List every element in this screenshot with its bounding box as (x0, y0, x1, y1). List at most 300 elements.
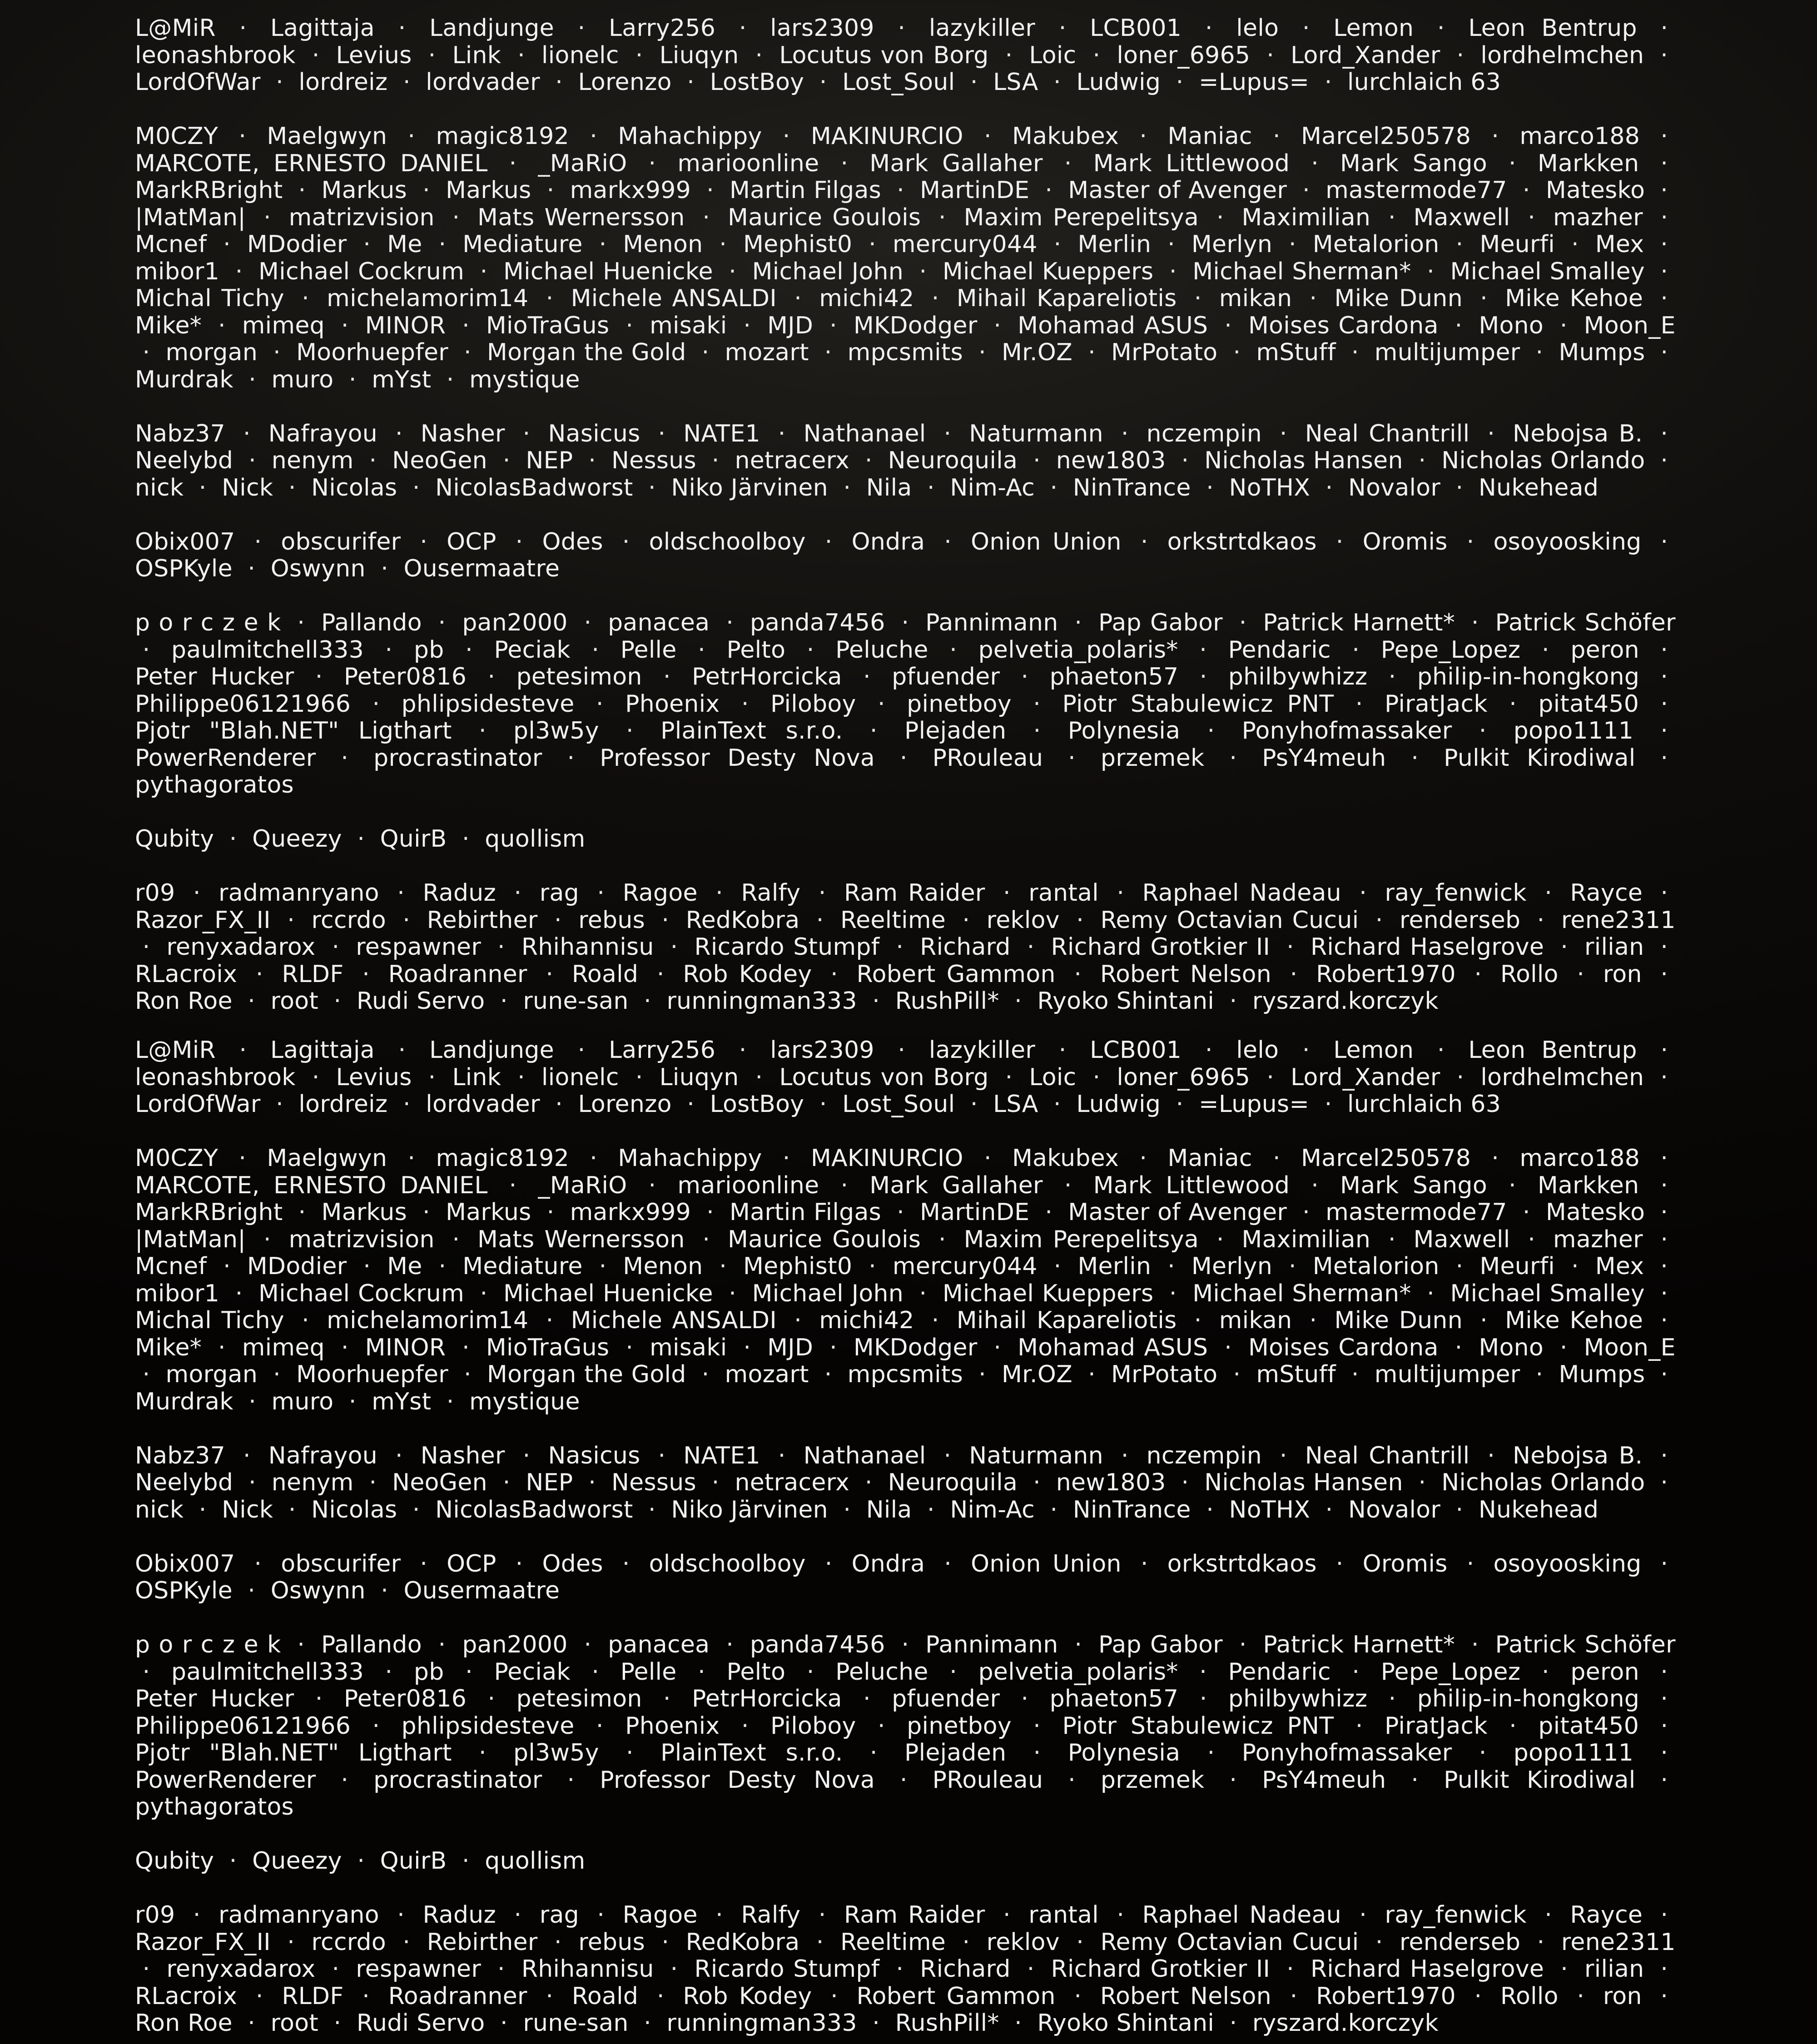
separator-dot: · (509, 149, 517, 177)
contributor-name: |MatMan| (135, 203, 246, 231)
contributor-name: Morgan the Gold (487, 339, 686, 366)
separator-dot: · (962, 906, 970, 934)
separator-dot: · (1660, 1982, 1668, 2010)
separator-dot: · (1660, 1901, 1668, 1929)
contributor-name: Reeltime (840, 1928, 946, 1956)
contributor-name: Mahachippy (618, 1145, 762, 1172)
separator-dot: · (385, 636, 393, 664)
separator-dot: · (263, 203, 271, 231)
separator-dot: · (1033, 717, 1041, 744)
separator-dot: · (584, 1631, 592, 1658)
contributor-name: Robert1970 (1316, 960, 1456, 988)
contributor-name: misaki (650, 1334, 727, 1361)
separator-dot: · (577, 15, 586, 42)
separator-dot: · (502, 447, 511, 474)
contributor-name: mastermode77 (1326, 1199, 1507, 1226)
separator-dot: · (1279, 420, 1287, 447)
contributor-name: Mediature (462, 1253, 583, 1280)
separator-dot: · (199, 474, 207, 501)
contributor-name: PsY4meuh (1262, 744, 1386, 772)
separator-dot: · (591, 1658, 600, 1686)
contributor-name: Robert Gammon (856, 1982, 1056, 2010)
contributor-name: Niko Järvinen (671, 474, 828, 501)
separator-dot: · (341, 744, 349, 772)
separator-dot: · (596, 690, 604, 718)
contributor-name: Nicholas Orlando (1441, 447, 1645, 474)
separator-dot: · (819, 69, 827, 96)
contributor-name: Professor Desty Nova (600, 744, 875, 772)
contributor-name: Lost_Soul (842, 1091, 955, 1118)
contributor-name: Ron Roe (135, 2009, 233, 2037)
separator-dot: · (1199, 663, 1207, 690)
contributor-name: Mcnef (135, 1253, 207, 1280)
separator-dot: · (1660, 177, 1668, 204)
contributor-name: rebus (578, 1928, 645, 1956)
contributor-name: PiratJack (1384, 1712, 1488, 1740)
contributor-name: Mr.OZ (1001, 339, 1073, 366)
separator-dot: · (1660, 339, 1668, 366)
separator-dot: · (363, 231, 371, 258)
separator-dot: · (522, 1442, 531, 1469)
credits-group-n (135, 421, 1676, 502)
separator-dot: · (1660, 1307, 1668, 1334)
contributor-name: quollism (485, 825, 586, 853)
separator-dot: · (420, 528, 428, 556)
contributor-name: Ryoko Shintani (1037, 2009, 1215, 2037)
separator-dot: · (701, 1361, 710, 1388)
contributor-name: Ram Raider (844, 879, 985, 907)
separator-dot: · (395, 420, 403, 447)
contributor-name: Michael Kueppers (942, 258, 1154, 285)
contributor-name: Mr.OZ (1001, 1361, 1073, 1388)
separator-dot: · (1309, 285, 1317, 312)
separator-dot: · (843, 474, 851, 501)
contributor-name: Patrick Schöfer (1495, 609, 1676, 636)
contributor-name: michelamorim14 (327, 285, 529, 312)
separator-dot: · (1324, 1091, 1332, 1118)
contributor-name: Raduz (422, 879, 496, 907)
contributor-name: rune-san (523, 987, 629, 1015)
contributor-name: L@MiR (135, 15, 216, 42)
contributor-name: Metalorion (1312, 231, 1440, 258)
contributor-name: Michele ANSALDI (571, 1307, 777, 1334)
contributor-name: Master of Avenger (1068, 1199, 1287, 1226)
contributor-name: ray_fenwick (1385, 879, 1527, 907)
credits-viewport-repeat[interactable] (0, 1022, 1817, 2044)
separator-dot: · (1660, 258, 1668, 285)
separator-dot: · (229, 825, 237, 853)
separator-dot: · (1480, 1307, 1488, 1334)
separator-dot: · (369, 447, 377, 474)
separator-dot: · (522, 420, 531, 447)
separator-dot: · (938, 1225, 946, 1253)
separator-dot: · (588, 447, 596, 474)
separator-dot: · (1480, 285, 1488, 312)
contributor-name: Merlin (1077, 231, 1152, 258)
separator-dot: · (1005, 41, 1013, 69)
contributor-name: Razor_FX_II (135, 1928, 271, 1956)
contributor-name: pan2000 (462, 1631, 568, 1658)
separator-dot: · (235, 258, 243, 285)
contributor-name: Link (452, 41, 501, 69)
separator-dot: · (949, 636, 958, 664)
contributor-name: quollism (485, 1847, 586, 1875)
contributor-name: panda7456 (750, 1631, 885, 1658)
separator-dot: · (464, 339, 472, 366)
contributor-name: Ralfy (741, 1901, 801, 1929)
contributor-name: Raphael Nadeau (1142, 1901, 1341, 1929)
contributor-name: Plejaden (904, 717, 1007, 744)
separator-dot: · (1117, 1901, 1125, 1929)
contributor-name: PRouleau (932, 1766, 1043, 1794)
separator-dot: · (238, 123, 247, 150)
contributor-name: muro (271, 366, 334, 393)
contributor-name: marioonline (677, 149, 819, 177)
separator-dot: · (644, 2009, 652, 2037)
separator-dot: · (898, 15, 906, 42)
separator-dot: · (1181, 1469, 1189, 1496)
contributor-name: PRouleau (932, 744, 1043, 772)
credits-list (135, 15, 1676, 1022)
contributor-name: Odes (542, 528, 603, 556)
contributor-name: Mephist0 (743, 1253, 853, 1280)
separator-dot: · (1474, 1982, 1482, 2010)
contributor-name: NEP (526, 447, 573, 474)
separator-dot: · (1311, 149, 1319, 177)
contributor-name: popo1111 (1513, 1739, 1634, 1766)
contributor-name: multijumper (1374, 339, 1520, 366)
contributor-name: Lost_Soul (842, 69, 955, 96)
separator-dot: · (1288, 231, 1296, 258)
contributor-name: PiratJack (1384, 690, 1488, 718)
contributor-name: Merlyn (1191, 1253, 1273, 1280)
separator-dot: · (1229, 744, 1237, 772)
separator-dot: · (341, 1766, 349, 1794)
separator-dot: · (248, 366, 257, 393)
contributor-name: mYst (372, 366, 432, 393)
contributor-name: Maxim Perepelitsya (963, 1225, 1199, 1253)
contributor-name: michelamorim14 (327, 1307, 529, 1334)
separator-dot: · (901, 609, 909, 636)
contributor-name: Robert Nelson (1100, 1982, 1272, 2010)
contributor-name: osoyoosking (1493, 1550, 1642, 1578)
contributor-name: morgan (165, 339, 258, 366)
separator-dot: · (288, 474, 296, 501)
contributor-name: Patrick Harnett* (1263, 1631, 1455, 1658)
separator-dot: · (487, 663, 496, 690)
contributor-name: Phoenix (625, 690, 720, 718)
separator-dot: · (626, 717, 634, 744)
contributor-name: Rebirther (427, 906, 538, 934)
separator-dot: · (1660, 717, 1668, 744)
contributor-name: Richard Grotkier II (1051, 933, 1271, 961)
separator-dot: · (1053, 1253, 1062, 1280)
contributor-name: LCB001 (1090, 15, 1182, 42)
contributor-name: mikan (1219, 285, 1292, 312)
separator-dot: · (970, 1091, 978, 1118)
separator-dot: · (1003, 1901, 1011, 1929)
contributor-name: Nafrayou (268, 420, 378, 447)
separator-dot: · (446, 366, 454, 393)
separator-dot: · (357, 825, 365, 853)
contributor-name: morgan (165, 1361, 258, 1388)
contributor-name: Robert Nelson (1100, 960, 1272, 988)
separator-dot: · (1206, 474, 1214, 501)
contributor-name: Pannimann (925, 609, 1058, 636)
contributor-name: lordhelmchen (1480, 41, 1644, 69)
contributor-name: orkstrtdkaos (1167, 528, 1317, 556)
separator-dot: · (1388, 203, 1396, 231)
separator-dot: · (1021, 663, 1029, 690)
separator-dot: · (1355, 690, 1363, 718)
contributor-name: renyxadarox (166, 1955, 316, 1983)
contributor-name: Peciak (494, 636, 571, 664)
contributor-name: Makubex (1012, 1145, 1119, 1172)
separator-dot: · (743, 1334, 751, 1361)
separator-dot: · (577, 1037, 586, 1064)
contributor-name: NeoGen (392, 1469, 487, 1496)
contributor-name: Obix007 (135, 1550, 235, 1578)
separator-dot: · (778, 1442, 786, 1469)
contributor-name: Maximilian (1241, 1225, 1371, 1253)
contributor-name: rilian (1584, 1955, 1644, 1983)
contributor-name: Rhihannisu (521, 1955, 654, 1983)
separator-dot: · (1286, 1955, 1294, 1983)
separator-dot: · (1522, 1199, 1530, 1226)
contributor-name: pelvetia_polaris* (978, 1658, 1178, 1686)
separator-dot: · (794, 285, 802, 312)
contributor-name: radmanryano (218, 1901, 379, 1929)
separator-dot: · (446, 1388, 454, 1415)
separator-dot: · (663, 663, 671, 690)
separator-dot: · (1290, 1982, 1298, 2010)
contributor-name: Queezy (252, 1847, 342, 1875)
separator-dot: · (312, 41, 320, 69)
separator-dot: · (315, 663, 323, 690)
contributor-name: osoyoosking (1493, 528, 1642, 556)
separator-dot: · (199, 1496, 207, 1523)
contributor-name: mibor1 (135, 1280, 220, 1307)
separator-dot: · (248, 987, 256, 1015)
separator-dot: · (398, 15, 406, 42)
separator-dot: · (1045, 177, 1053, 204)
separator-dot: · (782, 1145, 790, 1172)
contributor-name: Moon_E (1584, 1334, 1676, 1361)
contributor-name: Moises Cardona (1248, 1334, 1439, 1361)
separator-dot: · (1660, 231, 1668, 258)
contributor-name: Peciak (494, 1658, 571, 1686)
contributor-name: Mike Dunn (1334, 1307, 1463, 1334)
credits-list-repeat (135, 1037, 1676, 2044)
separator-dot: · (362, 1982, 370, 2010)
contributor-name: MrPotato (1111, 1361, 1218, 1388)
contributor-name: RLacroix (135, 960, 238, 988)
contributor-name: p o r c z e k (135, 609, 281, 636)
contributor-name: philbywhizz (1228, 1685, 1368, 1712)
separator-dot: · (546, 285, 554, 312)
separator-dot: · (1199, 1685, 1207, 1712)
separator-dot: · (1455, 312, 1463, 339)
separator-dot: · (287, 906, 295, 934)
separator-dot: · (1169, 258, 1177, 285)
separator-dot: · (372, 1712, 380, 1740)
separator-dot: · (715, 1901, 723, 1929)
separator-dot: · (896, 933, 904, 961)
separator-dot: · (1121, 420, 1129, 447)
contributor-name: phlipsidesteve (401, 690, 575, 718)
contributor-name: Mediature (462, 231, 583, 258)
contributor-name: NicolasBadworst (435, 474, 633, 501)
contributor-name: Michal Tichy (135, 285, 284, 312)
contributor-name: Richard Haselgrove (1310, 1955, 1544, 1983)
separator-dot: · (546, 1982, 554, 2010)
separator-dot: · (276, 1091, 283, 1118)
contributor-name: pfuender (892, 1685, 1000, 1712)
separator-dot: · (626, 1739, 634, 1766)
separator-dot: · (1005, 1063, 1013, 1091)
contributor-name: Mcnef (135, 231, 207, 258)
contributor-name: Razor_FX_II (135, 906, 271, 934)
contributor-name: Rob Kodey (683, 960, 812, 988)
contributor-name: Peluche (835, 636, 928, 664)
separator-dot: · (333, 987, 342, 1015)
contributor-name: root (270, 987, 319, 1015)
separator-dot: · (1535, 1361, 1544, 1388)
separator-dot: · (599, 1253, 607, 1280)
separator-dot: · (514, 879, 522, 907)
separator-dot: · (824, 528, 833, 556)
contributor-name: RedKobra (685, 1928, 800, 1956)
separator-dot: · (142, 1361, 150, 1388)
separator-dot: · (1286, 933, 1294, 961)
separator-dot: · (978, 1361, 986, 1388)
contributor-name: mikan (1219, 1307, 1292, 1334)
separator-dot: · (1411, 744, 1419, 772)
contributor-name: rantal (1028, 1901, 1099, 1929)
contributor-name: LSA (993, 1091, 1038, 1118)
contributor-name: Oswynn (270, 555, 366, 582)
contributor-name: rene2311 (1561, 906, 1676, 934)
separator-dot: · (818, 879, 826, 907)
contributor-name: NATE1 (683, 420, 760, 447)
contributor-name: mercury044 (892, 1253, 1038, 1280)
contributor-name: Loic (1029, 1063, 1077, 1091)
contributor-name: Larry256 (609, 1037, 716, 1064)
separator-dot: · (635, 1063, 643, 1091)
contributor-name: mpcsmits (847, 339, 963, 366)
separator-dot: · (739, 15, 747, 42)
contributor-name: Levius (336, 41, 412, 69)
separator-dot: · (243, 420, 251, 447)
separator-dot: · (223, 1253, 231, 1280)
separator-dot: · (1088, 1361, 1096, 1388)
contributor-name: mystique (469, 366, 580, 393)
separator-dot: · (1660, 203, 1668, 231)
contributor-name: MARCOTE, ERNESTO DANIEL (135, 1171, 488, 1199)
separator-dot: · (248, 2009, 256, 2037)
separator-dot: · (670, 1955, 678, 1983)
contributor-name: Markus (321, 177, 407, 204)
contributor-name: Professor Desty Nova (600, 1766, 875, 1794)
contributor-name: Pendaric (1228, 636, 1331, 664)
separator-dot: · (1288, 1253, 1296, 1280)
separator-dot: · (514, 1901, 522, 1929)
separator-dot: · (1427, 1280, 1435, 1307)
separator-dot: · (1559, 312, 1568, 339)
separator-dot: · (422, 1199, 430, 1226)
separator-dot: · (719, 231, 727, 258)
separator-dot: · (897, 177, 904, 204)
separator-dot: · (816, 906, 824, 934)
separator-dot: · (1509, 690, 1517, 718)
separator-dot: · (1455, 231, 1464, 258)
contributor-name: Rayce (1570, 1901, 1643, 1929)
credits-group-l (135, 15, 1676, 96)
contributor-name: nenym (271, 447, 354, 474)
separator-dot: · (648, 474, 656, 501)
separator-dot: · (1471, 1631, 1479, 1658)
contributor-name: Queezy (252, 825, 342, 853)
separator-dot: · (341, 312, 349, 339)
separator-dot: · (1466, 1550, 1474, 1578)
separator-dot: · (255, 960, 263, 988)
contributor-name: rag (539, 1901, 579, 1929)
separator-dot: · (626, 312, 634, 339)
contributor-name: matrizvision (288, 1225, 435, 1253)
credits-group-l (135, 1037, 1676, 1118)
separator-dot: · (407, 123, 416, 150)
contributor-name: Pepe_Lopez (1380, 636, 1521, 664)
contributor-name: lordhelmchen (1480, 1063, 1644, 1091)
contributor-name: petesimon (516, 1685, 642, 1712)
separator-dot: · (287, 1928, 295, 1956)
separator-dot: · (546, 960, 554, 988)
separator-dot: · (315, 1685, 323, 1712)
separator-dot: · (1352, 636, 1360, 664)
contributor-name: Roald (571, 1982, 639, 2010)
separator-dot: · (363, 1253, 371, 1280)
separator-dot: · (1456, 1063, 1465, 1091)
contributor-name: Maxwell (1413, 1225, 1510, 1253)
separator-dot: · (1427, 258, 1435, 285)
separator-dot: · (648, 1171, 656, 1199)
contributor-name: nczempin (1146, 1442, 1262, 1469)
separator-dot: · (864, 1469, 873, 1496)
contributor-name: Mark Gallaher (869, 149, 1043, 177)
separator-dot: · (1660, 149, 1668, 177)
separator-dot: · (438, 1253, 447, 1280)
separator-dot: · (824, 1550, 833, 1578)
separator-dot: · (312, 1063, 320, 1091)
separator-dot: · (263, 1225, 271, 1253)
separator-dot: · (1660, 636, 1668, 664)
separator-dot: · (1266, 1063, 1275, 1091)
separator-dot: · (1224, 1334, 1232, 1361)
contributor-name: Michael Huenicke (503, 258, 713, 285)
contributor-name: Menon (623, 231, 703, 258)
contributor-name: mpcsmits (847, 1361, 963, 1388)
contributor-name: Moises Cardona (1248, 312, 1439, 339)
separator-dot: · (1508, 149, 1516, 177)
contributor-name: Mark Littlewood (1093, 149, 1290, 177)
separator-dot: · (555, 1091, 563, 1118)
contributor-name: magic8192 (436, 1145, 570, 1172)
separator-dot: · (743, 312, 751, 339)
separator-dot: · (1076, 1928, 1084, 1956)
contributor-name: MrPotato (1111, 339, 1218, 366)
contributor-name: Neuroquila (888, 447, 1018, 474)
separator-dot: · (1544, 879, 1553, 907)
